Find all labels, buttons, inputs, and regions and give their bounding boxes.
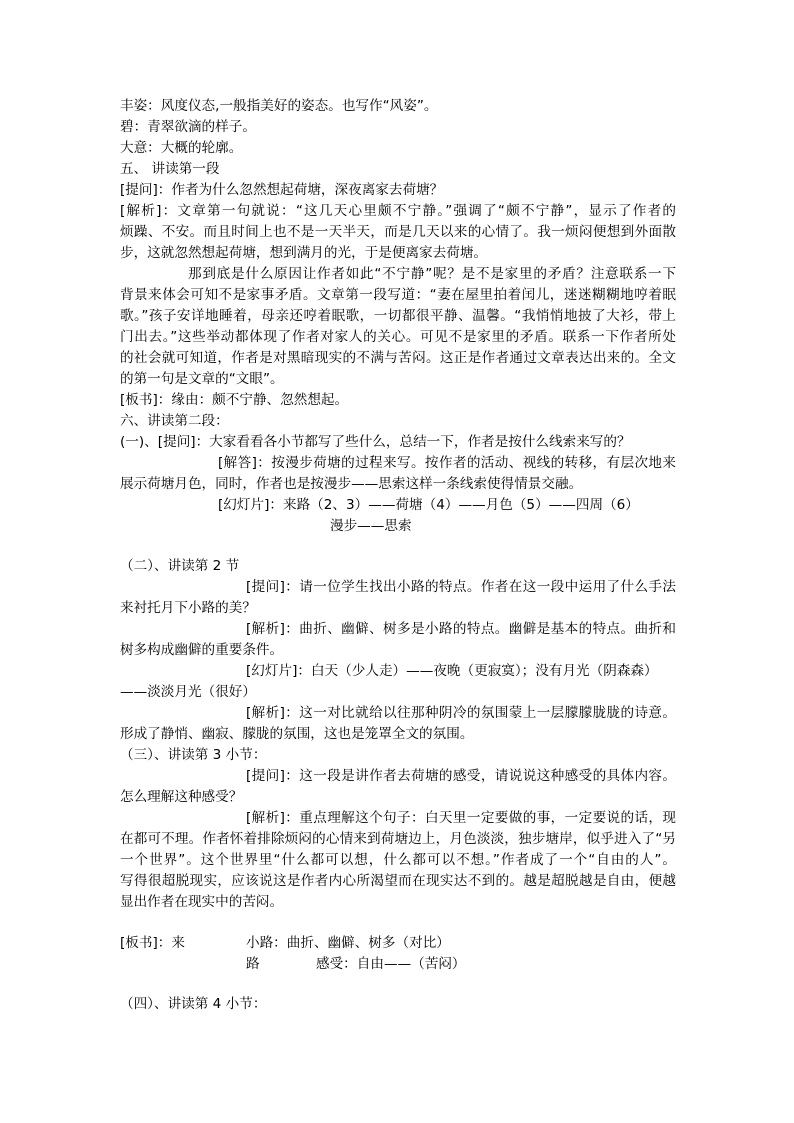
text-line: [提问]：这一段是讲作者去荷塘的感受，请说说这种感受的具体内容。 [246, 768, 676, 784]
text-line: 显出作者在现实中的苦闷。 [120, 894, 284, 910]
board-note-item: 感受：自由——（苦闷） [316, 956, 466, 972]
subsection-heading: （四）、讲读第 4 小节： [120, 996, 267, 1012]
text-line: 背景来体会可知不是家事矛盾。文章第一段写道：“妻在屋里拍着闰儿，迷迷糊糊地哼着眠 [120, 287, 676, 303]
subsection-heading: （三）、讲读第 3 小节： [120, 747, 267, 763]
text-line: [解析]：曲折、幽僻、树多是小路的特点。幽僻是基本的特点。曲折和 [246, 621, 676, 637]
text-line: [提问]：请一位学生找出小路的特点。作者在这一段中运用了什么手法 [246, 579, 676, 595]
text-line: 来衬托月下小路的美？ [120, 600, 256, 616]
text-line: [解答]：按漫步荷塘的过程来写。按作者的活动、视线的转移，有层次地来 [218, 455, 676, 471]
text-line: [解析]：文章第一句就说：“这几天心里颇不宁静。”强调了“颇不宁静”，显示了作者的 [120, 203, 676, 219]
text-line: [解析]：这一对比就给以往那种阴冷的氛围蒙上一层朦朦胧胧的诗意。 [246, 705, 676, 721]
text-line: [提问]：作者为什么忽然想起荷塘，深夜离家去荷塘？ [120, 182, 444, 198]
text-line: 门出去。”这些举动都体现了作者对家人的关心。可见不是家里的矛盾。联系一下作者所处 [120, 329, 676, 345]
text-line: 的第一句是文章的“文眼”。 [120, 371, 284, 387]
text-line: 大意：大概的轮廓。 [120, 140, 243, 156]
text-line: [幻灯片]：白天（少人走）——夜晚（更寂寞）；没有月光（阴森森） [246, 663, 658, 679]
text-line: (一)、[提问]：大家看看各小节都写了些什么，总结一下，作者是按什么线索来写的？ [120, 434, 631, 450]
section-heading: 五、 讲读第一段 [120, 161, 220, 177]
text-line: 形成了静悄、幽寂、朦胧的氛围，这也是笼罩全文的氛围。 [120, 726, 474, 742]
text-line: 步，这就忽然想起荷塘，想到满月的光，于是便离家去荷塘。 [120, 245, 488, 261]
text-line: 漫步——思索 [330, 518, 412, 534]
text-line: 丰姿：风度仪态,一般指美好的姿态。也写作“风姿”。 [120, 98, 438, 114]
text-line: 那到底是什么原因让作者如此“不宁静”呢？是不是家里的矛盾？注意联系一下 [188, 266, 676, 282]
text-line: 碧：青翠欲滴的样子。 [120, 119, 256, 135]
text-line: 树多构成幽僻的重要条件。 [120, 642, 284, 658]
text-line: ——淡淡月光（很好） [120, 684, 256, 700]
text-line: 怎么理解这种感受？ [120, 789, 243, 805]
text-line: [幻灯片]：来路（2、3）——荷塘（4）——月色（5）——四周（6） [218, 497, 639, 513]
section-heading: 六、讲读第二段： [120, 413, 229, 429]
text-line: 展示荷塘月色，同时，作者也是按漫步——思索这样一条线索使得情景交融。 [120, 476, 583, 492]
text-line: [解析]：重点理解这个句子：白天里一定要做的事，一定要说的话，现 [246, 810, 676, 826]
text-line: 一个世界”。这个世界里“什么都可以想，什么都可以不想。”作者成了一个“自由的人”。 [120, 852, 676, 868]
subsection-heading: （二）、讲读第 2 节 [120, 558, 240, 574]
text-line: 写得很超脱现实，应该说这是作者内心所渴望而在现实达不到的。越是超脱越是自由，便越 [120, 873, 676, 889]
text-line: 的社会就可知道，作者是对黑暗现实的不满与苦闷。这正是作者通过文章表达出来的。全文 [120, 350, 676, 366]
text-line: 在都可不理。作者怀着排除烦闷的心情来到荷塘边上，月色淡淡，独步塘岸，似乎进入了“另 [120, 831, 676, 847]
board-note-label: [板书]：来 [120, 935, 185, 951]
board-note-item: 路 [246, 956, 260, 972]
text-line: 烦躁、不安。而且时间上也不是一天半天，而是几天以来的心情了。我一烦闷便想到外面散 [120, 224, 676, 240]
text-line: 歌。”孩子安详地睡着，母亲还哼着眠歌，一切都很平静、温馨。“我悄悄地披了大衫，带上 [120, 308, 676, 324]
text-line: [板书]：缘由：颇不宁静、忽然想起。 [120, 392, 349, 408]
board-note-item: 小路：曲折、幽僻、树多（对比） [246, 935, 450, 951]
